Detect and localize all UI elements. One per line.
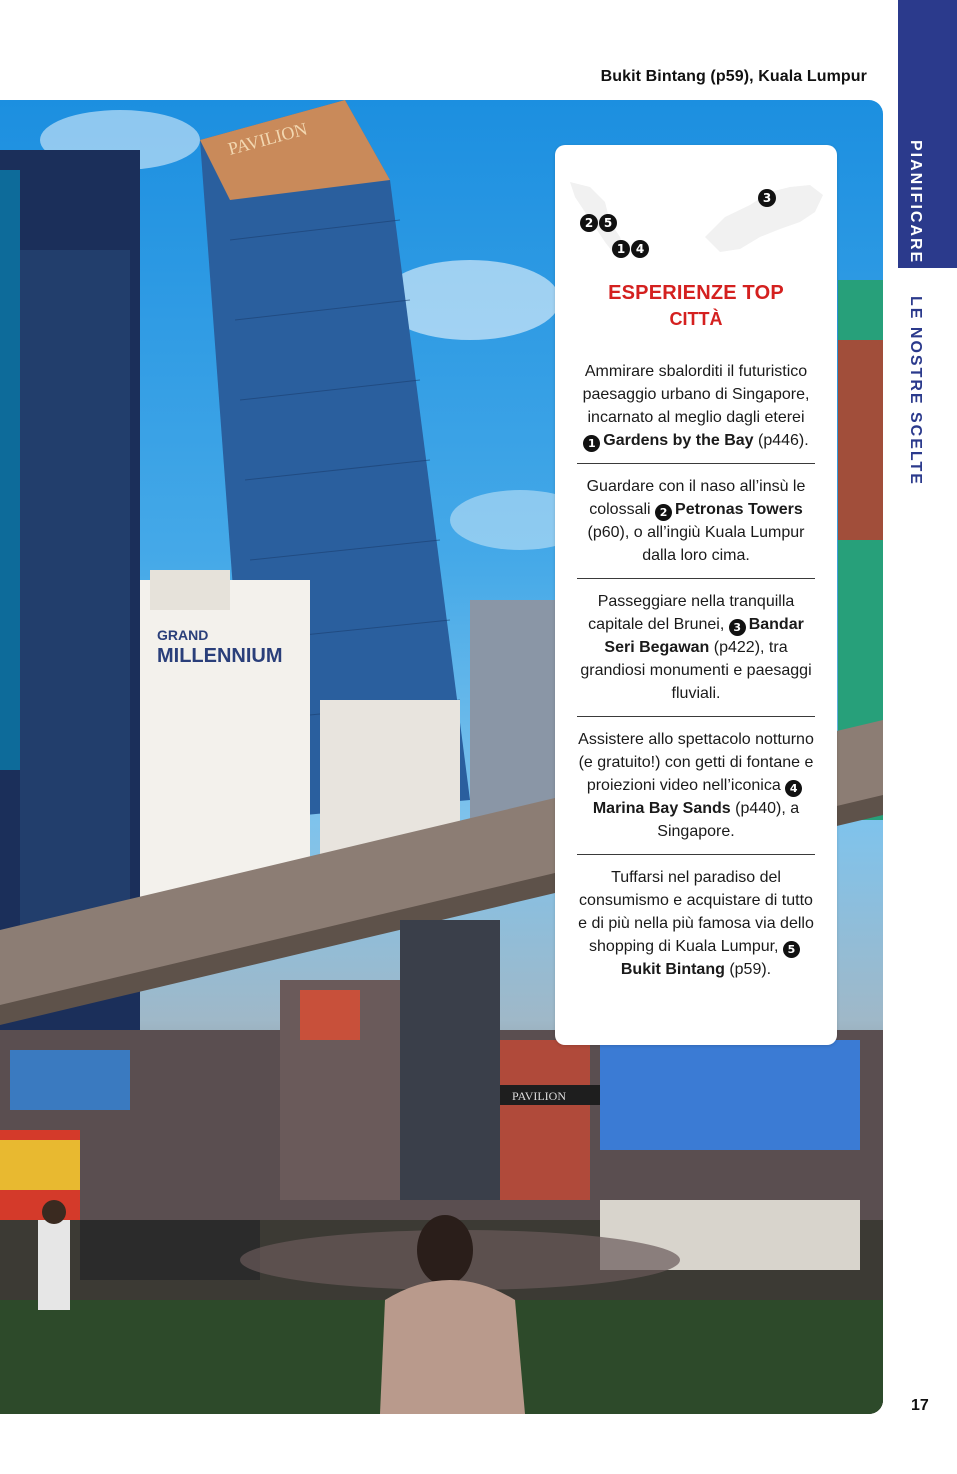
place-name: Bandar Seri Begawan	[604, 616, 804, 656]
subsection-label: LE NOSTRE SCELTE	[907, 296, 924, 486]
place-name: Petronas Towers	[675, 501, 803, 518]
number-badge: 1	[583, 435, 600, 452]
region-map	[565, 167, 827, 277]
pavilion-sign: PAVILION	[225, 118, 310, 159]
top-experiences-card	[555, 145, 837, 1045]
number-badge: 2	[655, 504, 672, 521]
number-badge: 4	[785, 780, 802, 797]
number-badge: 5	[783, 941, 800, 958]
marker-number: 2	[580, 214, 598, 232]
photo-caption: Bukit Bintang (p59), Kuala Lumpur	[600, 68, 867, 85]
map-marker-2-5	[580, 214, 617, 232]
list-item: Passeggiare nella tranquilla capitale del Brunei, 3 Bandar Seri Begawan (p422), tra grandiosi monumenti e paesaggi fluviali.	[577, 578, 815, 716]
experience-list	[577, 357, 815, 992]
hotel-sign-grand: GRAND	[157, 627, 209, 643]
number-badge: 3	[729, 619, 746, 636]
marker-number: 3	[758, 189, 776, 207]
list-item: Ammirare sbalorditi il futuristico paesaggio urbano di Singapore, incarnato al meglio dagli eterei 1 Gardens by the Bay (p446).	[582, 363, 810, 450]
page-number: 17	[911, 1397, 929, 1414]
map-marker-1-4	[612, 240, 649, 258]
marker-number: 4	[631, 240, 649, 258]
card-subtitle: CITTÀ	[669, 309, 723, 329]
place-name: Gardens by the Bay	[603, 432, 754, 449]
hotel-sign-millennium: MILLENNIUM	[157, 645, 283, 667]
list-item: Assistere allo spettacolo notturno (e gratuito!) con getti di fontane e proiezioni video nell’iconica 4Marina Bay Sands (p440), a Singapore.	[577, 716, 815, 854]
place-name: Bukit Bintang	[620, 961, 725, 978]
card-title: ESPERIENZE TOP	[608, 282, 784, 304]
list-item: Tuffarsi nel paradiso del consumismo e acquistare di tutto e di più nella più famosa via dello shopping di Kuala Lumpur, 5Bukit Bintang (p59).	[577, 854, 815, 992]
marker-number: 1	[612, 240, 630, 258]
map-marker-3	[758, 189, 776, 207]
marker-number: 5	[599, 214, 617, 232]
pavilion-mall-sign: PAVILION	[512, 1089, 567, 1103]
list-item: Guardare con il naso all’insù le colossali 2 Petronas Towers (p60), o all’ingiù Kuala Lumpur dalla loro cima.	[577, 463, 815, 578]
section-label: PIANIFICARE	[907, 140, 924, 265]
place-name: Marina Bay Sands	[592, 800, 731, 817]
